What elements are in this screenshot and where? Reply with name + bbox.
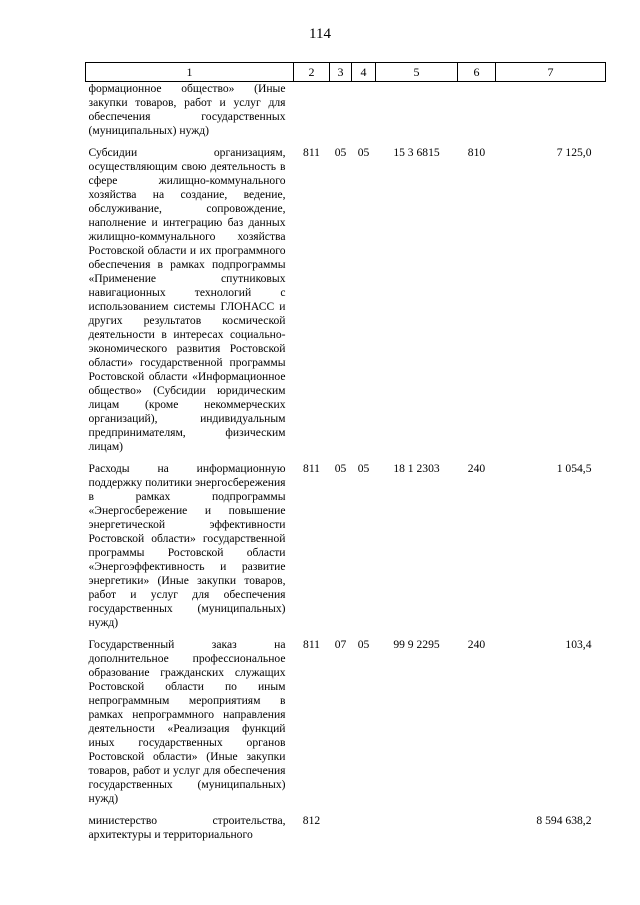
header-col-5: 5 [376,63,458,82]
row-target-article: 15 3 6815 [393,146,440,159]
row-ministry-code: 811 [303,638,320,651]
header-col-1: 1 [86,63,294,82]
row-description: министерство строительства, архитектуры и территориального [88,814,286,841]
row-amount: 7 125,0 [556,146,592,159]
row-ministry-code: 811 [303,146,320,159]
row-ministry-code: 811 [303,462,320,475]
header-col-7: 7 [496,63,606,82]
row-section [330,814,352,850]
row-description: формационное общество» (Иные закупки товаров, работ и услуг для обеспечения государственных (муниципальных) нужд) [88,82,286,137]
row-expense-type: 810 [467,146,486,159]
row-ministry-code: 812 [302,814,321,827]
row-description: Субсидии организациям, осуществляющим свою деятельность в сфере жилищно-коммунального хозяйства на создание, ведение, обслуживание, сопровождение, наполнение и интеграцию баз данных жилищно-коммунального хозяйства Ростовской области и их программного обеспечения в рамках подпрограммы «Применение спутниковых навигационных технологий с использованием системы ГЛОНАСС и других результатов космической деятельности в интересах социально-экономического развития Ростовской области» государственной программы Ростовской области «Информационное общество» (Субсидии юридическим лицам (кроме некоммерческих организаций), индивидуальным предпринимателям, физическим лицам) [88,146,286,453]
row-target-article [376,814,458,850]
table-row [86,462,606,638]
row-target-article: 99 9 2295 [393,638,440,651]
row-subsection [352,82,376,147]
page-number: 114 [309,26,331,42]
row-amount: 103,4 [565,638,592,651]
row-subsection: 05 [357,146,370,159]
row-amount: 8 594 638,2 [536,814,592,827]
header-col-3: 3 [330,63,352,82]
row-section [330,82,352,147]
row-subsection [352,814,376,850]
row-description: Государственный заказ на дополнительное профессиональное образование гражданских служащих Ростовской области по иным непрограммным мероприятиям в рамках непрограммного направления деятельности «Реализация функций иных государственных органов Ростовской области» (Иные закупки товаров, работ и услуг для обеспечения государственных (муниципальных) нужд) [88,638,286,805]
row-target-article: 18 1 2303 [393,462,440,475]
budget-table [85,62,606,850]
table-row [86,638,606,814]
row-target-article [376,82,458,147]
table-row [86,146,606,462]
row-description: Расходы на информационную поддержку политики энергосбережения в рамках подпрограммы «Энергосбережение и повышение энергетической эффективности Ростовской области» государственной программы Ростовской области «Энергоэффективность и развитие энергетики» (Иные закупки товаров, работ и услуг для обеспечения государственных (муниципальных) нужд) [88,462,286,629]
row-section: 07 [334,638,347,651]
row-expense-type: 240 [467,462,486,475]
row-section: 05 [334,462,347,475]
row-subsection: 05 [357,638,370,651]
header-col-4: 4 [352,63,376,82]
header-col-2: 2 [294,63,330,82]
budget-table-container [85,62,605,850]
header-col-6: 6 [458,63,496,82]
row-amount [496,82,606,147]
row-subsection: 05 [357,462,370,475]
table-body [86,82,606,851]
row-expense-type [458,814,496,850]
row-section: 05 [334,146,347,159]
row-expense-type: 240 [467,638,486,651]
row-expense-type [458,82,496,147]
table-row [86,82,606,147]
row-amount: 1 054,5 [556,462,592,475]
table-header [86,63,606,82]
row-ministry-code [294,82,330,147]
table-row [86,814,606,850]
header-row [86,63,606,82]
